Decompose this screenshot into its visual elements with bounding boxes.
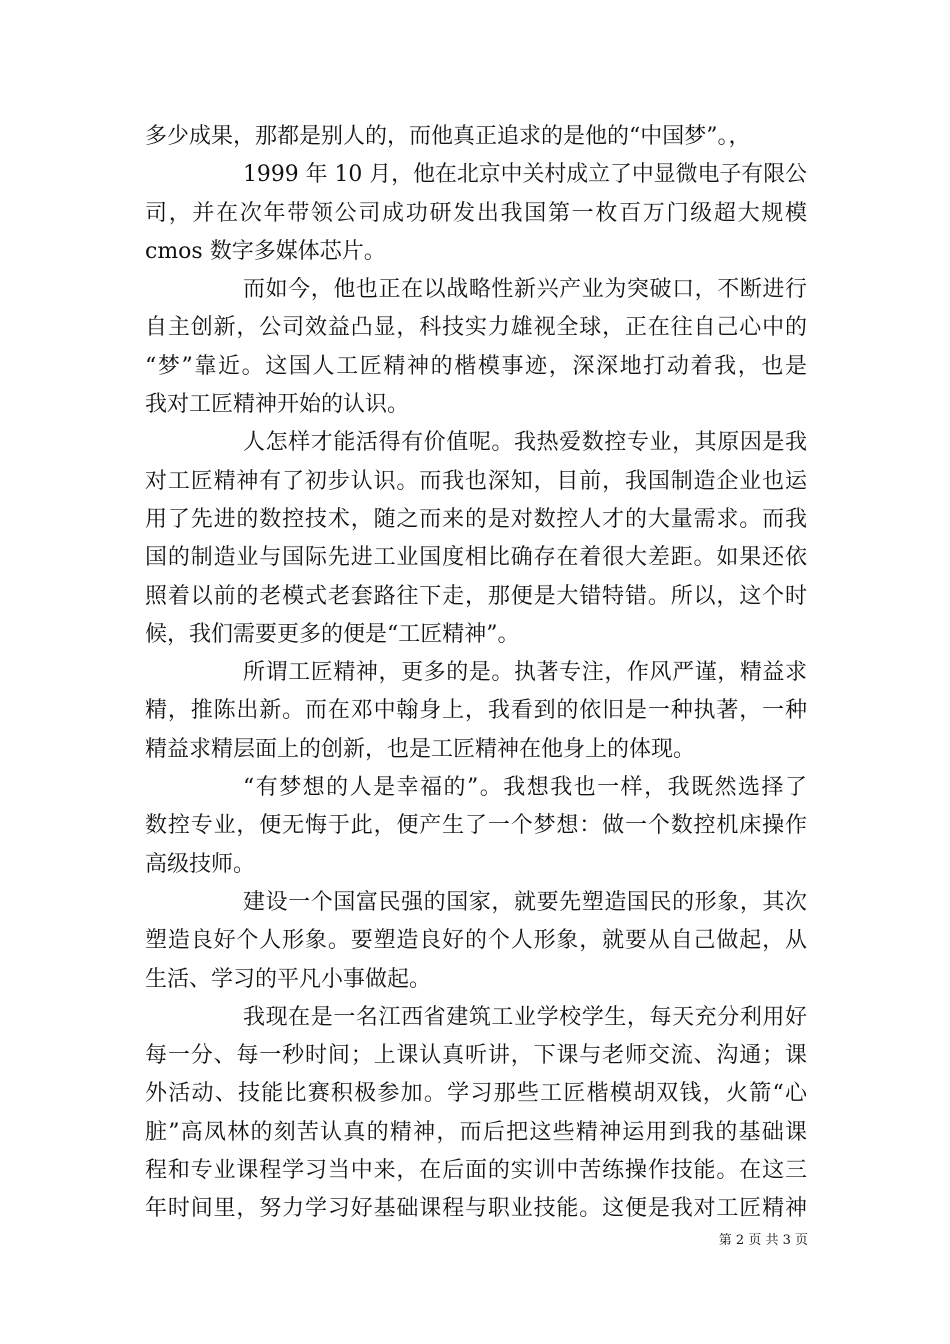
paragraph	[145, 769, 807, 884]
text-line: “梦”靠近。这国人工匠精神的楷模事迹，深深地打动着我，也是	[145, 353, 809, 379]
text-line: 塑造良好个人形象。要塑造良好的个人形象，就要从自己做起，从	[145, 928, 808, 954]
text-line: 国的制造业与国际先进工业国度相比确存在着很大差距。如果还依	[145, 545, 808, 571]
paragraph	[145, 999, 807, 1229]
text-line: 建设一个国富民强的国家，就要先塑造国民的形象，其次	[243, 889, 808, 915]
text-line: 我现在是一名江西省建筑工业学校学生，每天充分利用好	[243, 1004, 808, 1030]
text-line: 自主创新，公司效益凸显，科技实力雄视全球，正在往自己心中的	[145, 315, 808, 341]
text-line: 数控专业，便无悔于此，便产生了一个梦想：做一个数控机床操作	[145, 813, 808, 839]
text-line: 生活、学习的平凡小事做起。	[145, 966, 432, 992]
text-line: 所谓工匠精神，更多的是。执著专注，作风严谨，精益求	[243, 660, 808, 686]
text-line: 候，我们需要更多的便是“工匠精神”。	[145, 621, 520, 647]
text-line: 脏”高凤林的刻苦认真的精神，而后把这些精神运用到我的基础课	[145, 1119, 809, 1145]
text-line: 高级技师。	[145, 851, 256, 877]
text-line: 精益求精层面上的创新，也是工匠精神在他身上的体现。	[145, 736, 696, 762]
text-line: 用了先进的数控技术，随之而来的是对数控人才的大量需求。而我	[145, 506, 808, 532]
text-line: 而如今，他也正在以战略性新兴产业为突破口，不断进行	[243, 277, 808, 303]
text-line: 人怎样才能活得有价值呢。我热爱数控专业，其原因是我	[243, 430, 808, 456]
text-line: 对工匠精神有了初步认识。而我也深知，目前，我国制造企业也运	[145, 468, 808, 494]
paragraph	[145, 118, 807, 156]
text-line: 每一分、每一秒时间；上课认真听讲，下课与老师交流、沟通；课	[145, 1043, 808, 1069]
paragraph	[145, 271, 807, 424]
text-line: 外活动、技能比赛积极参加。学习那些工匠楷模胡双钱，火箭“心	[145, 1081, 809, 1107]
paragraph	[145, 156, 807, 271]
text-line: 1999 年 10 月，他在北京中关村成立了中显微电子有限公	[243, 162, 807, 188]
paragraph	[145, 654, 807, 769]
text-line: “有梦想的人是幸福的”。我想我也一样，我既然选择了	[243, 775, 809, 801]
text-line: 精，推陈出新。而在邓中翰身上，我看到的依旧是一种执著，一种	[145, 698, 808, 724]
paragraph	[145, 424, 807, 654]
text-line: 照着以前的老模式老套路往下走，那便是大错特错。所以，这个时	[145, 583, 808, 609]
text-line: 年时间里，努力学习好基础课程与职业技能。这便是我对工匠精神	[145, 1196, 808, 1222]
text-line: 程和专业课程学习当中来，在后面的实训中苦练操作技能。在这三	[145, 1158, 808, 1184]
text-line: 司，并在次年带领公司成功研发出我国第一枚百万门级超大规模	[145, 200, 809, 226]
text-line: 我对工匠精神开始的认识。	[145, 392, 410, 418]
text-line: cmos 数字多媒体芯片。	[145, 238, 386, 264]
text-line: 多少成果，那都是别人的，而他真正追求的是他的“中国梦”。，	[145, 124, 751, 149]
paragraph	[145, 884, 807, 999]
body-text	[145, 118, 807, 1229]
page-number-footer: 第 2 页 共 3 页	[718, 1233, 808, 1248]
